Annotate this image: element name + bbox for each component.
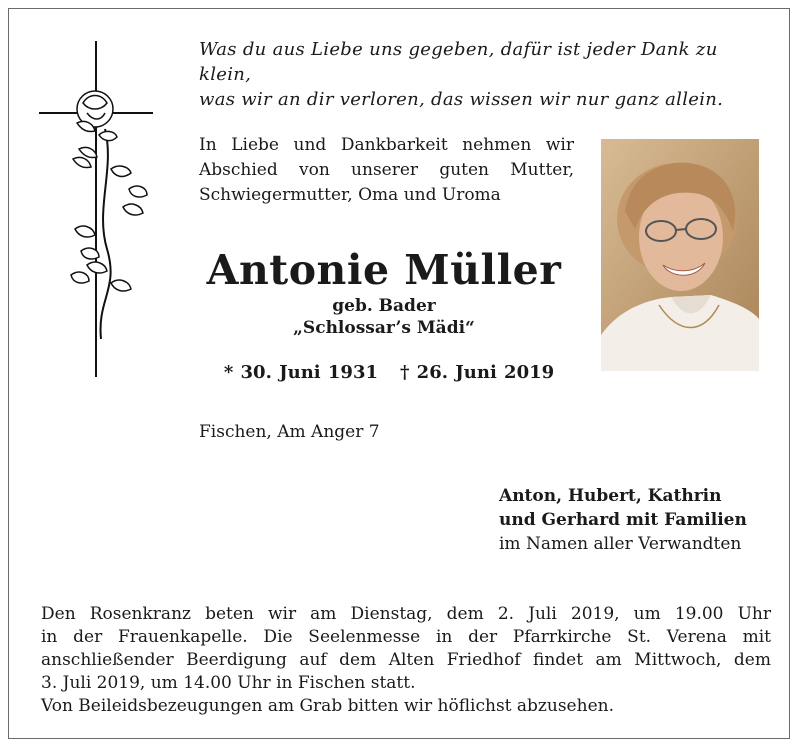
signatories <box>499 484 799 556</box>
nickname: „Schlossar’s Mädi“ <box>293 318 475 338</box>
service-line: Von Beileidsbezeugungen am Grab bitten wir höflichst abzusehen. <box>41 696 614 716</box>
verse-line: was wir an dir verloren, das wissen wir nur ganz allein. <box>199 89 724 110</box>
obituary-notice <box>8 8 790 739</box>
intro-line: Schwiegermutter, Oma und Uroma <box>199 185 501 205</box>
signatory-line: Anton, Hubert, Kathrin <box>499 486 722 506</box>
intro-text <box>199 133 574 208</box>
maiden-name: geb. Bader <box>332 296 436 316</box>
signatory-line: und Gerhard mit Familien <box>499 510 747 530</box>
service-details <box>41 603 771 718</box>
intro-line: Abschied von unserer guten Mutter, <box>199 160 574 180</box>
service-line: anschließender Beerdigung auf dem Alten Friedhof findet am Mittwoch, dem <box>41 650 771 670</box>
signatory-line: im Namen aller Verwandten <box>499 534 742 554</box>
verse-line: Was du aus Liebe uns gegeben, dafür ist jeder Dank zu klein, <box>199 39 718 85</box>
service-line: in der Frauenkapelle. Die Seelenmesse in der Pfarrkirche St. Verena mit <box>41 627 771 647</box>
address: Fischen, Am Anger 7 <box>199 422 380 442</box>
deceased-name: Antonie Müller <box>206 246 562 294</box>
death-date: † 26. Juni 2019 <box>400 362 555 383</box>
intro-line: In Liebe und Dankbarkeit nehmen wir <box>199 135 574 155</box>
portrait-photo <box>601 139 759 371</box>
service-line: 3. Juli 2019, um 14.00 Uhr in Fischen statt. <box>41 673 416 693</box>
birth-date: * 30. Juni 1931 <box>223 362 378 383</box>
service-line: Den Rosenkranz beten wir am Dienstag, dem 2. Juli 2019, um 19.00 Uhr <box>41 604 771 624</box>
cross-with-rose-icon <box>35 39 165 379</box>
life-dates <box>199 361 579 385</box>
memorial-verse <box>199 37 769 112</box>
